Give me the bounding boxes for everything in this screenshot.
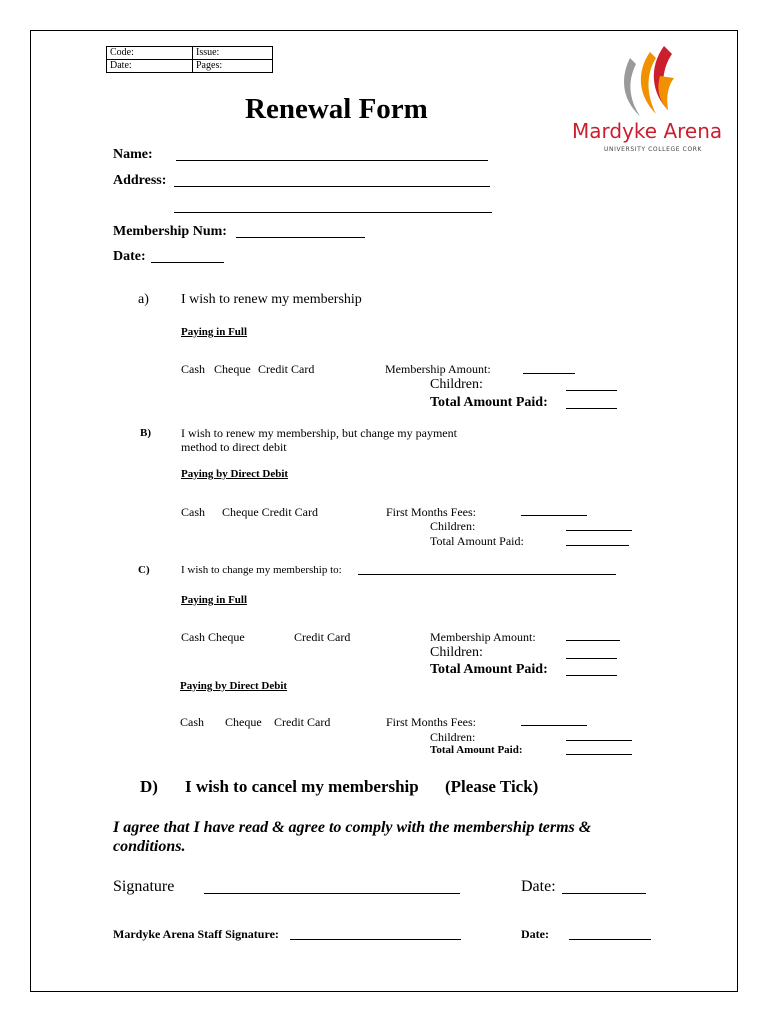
document-control-table (106, 46, 273, 73)
section-b-letter: B) (140, 427, 151, 439)
address-field-line1[interactable] (174, 186, 490, 187)
section-c-dd-cash-option[interactable]: Cash (180, 715, 204, 729)
section-c-dd-cheque-option[interactable]: Cheque (225, 715, 262, 729)
membership-num-field[interactable] (236, 237, 365, 238)
section-b-first-months-label: First Months Fees: (386, 505, 477, 519)
section-c-new-membership-field[interactable] (358, 574, 616, 575)
section-b-text-line1: I wish to renew my membership, but change my payment (181, 426, 457, 440)
agreement-line1: I agree that I have read & agree to comply with the membership terms & (113, 819, 592, 836)
staff-date-field[interactable] (569, 939, 651, 940)
section-c-dd-credit-card-option[interactable]: Credit Card (274, 715, 331, 729)
section-c-membership-amount-label: Membership Amount: (430, 630, 536, 644)
section-b-first-months-field[interactable] (521, 515, 587, 516)
signature-label: Signature (113, 878, 175, 895)
section-b-paying-label: Paying by Direct Debit (181, 468, 289, 480)
section-c-dd-children-label: Children: (430, 730, 476, 744)
section-c-children-label: Children: (430, 645, 483, 660)
code-cell: Code: (107, 47, 193, 60)
section-a-text: I wish to renew my membership (181, 292, 362, 307)
date-cell: Date: (107, 60, 193, 73)
section-c-first-months-field[interactable] (521, 725, 587, 726)
section-a-cash-option[interactable]: Cash (181, 362, 205, 376)
section-a-total-field[interactable] (566, 408, 617, 409)
section-b-total-label: Total Amount Paid: (430, 534, 524, 548)
membership-num-label: Membership Num: (113, 224, 227, 239)
section-c-dd-total-field[interactable] (566, 754, 632, 755)
address-field-line2[interactable] (174, 212, 492, 213)
section-b-children-label: Children: (430, 519, 476, 533)
section-c-dd-children-field[interactable] (566, 740, 632, 741)
section-c-paying-full-label: Paying in Full (181, 594, 248, 606)
section-c-cash-cheque-option[interactable]: Cash Cheque (181, 630, 245, 644)
staff-signature-field[interactable] (290, 939, 461, 940)
section-a-paying-label: Paying in Full (181, 326, 248, 338)
issue-cell: Issue: (193, 47, 273, 60)
section-a-children-field[interactable] (566, 390, 617, 391)
section-a-membership-amount-label: Membership Amount: (385, 362, 491, 376)
section-c-credit-card-option[interactable]: Credit Card (294, 630, 351, 644)
section-c-paying-dd-label: Paying by Direct Debit (180, 680, 288, 692)
section-a-letter: a) (138, 292, 149, 307)
section-a-children-label: Children: (430, 377, 483, 392)
staff-date-label: Date: (521, 927, 549, 941)
section-d-letter: D) (140, 777, 158, 796)
section-c-first-months-label: First Months Fees: (386, 715, 477, 729)
signature-date-label: Date: (521, 878, 556, 895)
section-b-cash-option[interactable]: Cash (181, 505, 205, 519)
section-a-total-label: Total Amount Paid: (430, 395, 548, 410)
section-a-membership-amount-field[interactable] (523, 373, 575, 374)
section-a-credit-card-option[interactable]: Credit Card (258, 362, 315, 376)
date-field[interactable] (151, 262, 224, 263)
logo-subtitle: UNIVERSITY COLLEGE CORK (604, 146, 703, 153)
logo-brand-text: Mardyke Arena (572, 119, 723, 143)
date-label: Date: (113, 249, 146, 264)
section-b-text-line2: method to direct debit (181, 440, 287, 454)
section-c-total-label: Total Amount Paid: (430, 662, 548, 677)
section-c-total-field[interactable] (566, 675, 617, 676)
section-c-membership-amount-field[interactable] (566, 640, 620, 641)
name-label: Name: (113, 147, 153, 162)
section-a-cheque-option[interactable]: Cheque (214, 362, 251, 376)
name-field[interactable] (176, 160, 488, 161)
section-b-total-field[interactable] (566, 545, 629, 546)
section-c-children-field[interactable] (566, 658, 617, 659)
agreement-line2: conditions. (113, 838, 186, 855)
section-d-tick-note: (Please Tick) (445, 777, 539, 796)
section-c-letter: C) (138, 564, 150, 576)
section-d-text[interactable]: I wish to cancel my membership (185, 777, 419, 796)
pages-cell: Pages: (193, 60, 273, 73)
page-title: Renewal Form (245, 93, 428, 125)
section-b-children-field[interactable] (566, 530, 632, 531)
address-label: Address: (113, 173, 167, 188)
staff-signature-label: Mardyke Arena Staff Signature: (113, 927, 279, 941)
section-c-dd-total-label: Total Amount Paid: (430, 744, 523, 756)
section-b-cheque-credit-option[interactable]: Cheque Credit Card (222, 505, 318, 519)
signature-field[interactable] (204, 893, 460, 894)
signature-date-field[interactable] (562, 893, 646, 894)
section-c-text: I wish to change my membership to: (181, 564, 342, 576)
